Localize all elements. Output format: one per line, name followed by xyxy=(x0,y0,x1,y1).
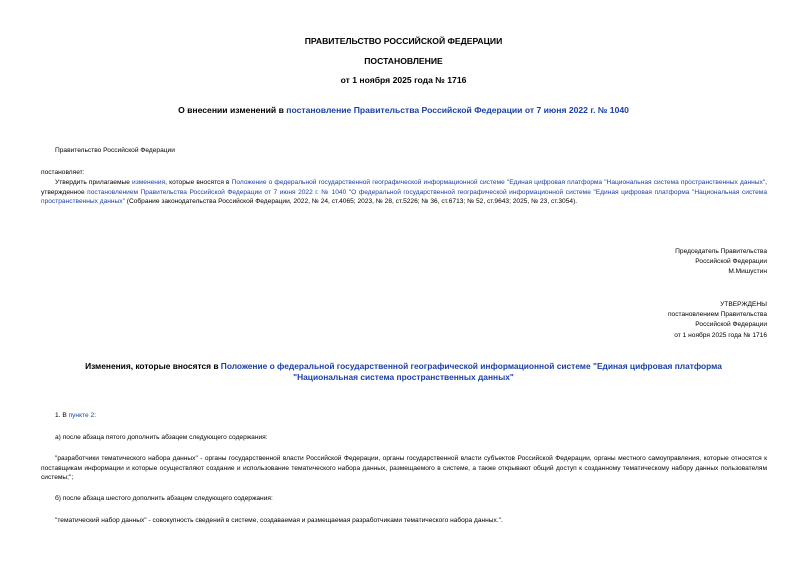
resolution-1040-link[interactable]: постановлением Правительства Российской Федерации от 7 июня 2022 г. № 1040 "О федеральной государственной географической информационной системе "Единая цифровая платформа "Национальная система пространственных данных" xyxy=(41,188,767,206)
preamble-author: Правительство Российской Федерации xyxy=(55,147,175,154)
quote-b: "тематический набор данных" - совокупность сведений в системе, создаваемая и размещаемая разработчиками тематического набора данных.". xyxy=(55,517,503,524)
approved-label: УТВЕРЖДЕНЫ xyxy=(720,301,767,308)
body-text-3: , утвержденное xyxy=(41,179,767,196)
sub-item-b: б) после абзаца шестого дополнить абзацем следующего содержания: xyxy=(55,495,273,502)
document-title xyxy=(0,105,807,115)
sub-item-a: а) после абзаца пятого дополнить абзацем следующего содержания: xyxy=(55,434,268,441)
preamble-decides: постановляет: xyxy=(41,169,85,176)
document-date-number: от 1 ноября 2025 года № 1716 xyxy=(340,75,467,85)
document-title-prefix: О внесении изменений в xyxy=(178,105,287,115)
amended-resolution-link[interactable]: постановление Правительства Российской Федерации от 7 июня 2022 г. № 1040 xyxy=(286,105,629,115)
changes-title-prefix: Изменения, которые вносятся в xyxy=(85,361,221,371)
signature-name: М.Мишустин xyxy=(728,268,767,276)
signature-position: Председатель Правительства xyxy=(675,248,767,255)
approved-by: постановлением Правительства xyxy=(667,311,767,319)
body-text-2: , которые вносятся в xyxy=(165,179,232,186)
item-1-suffix: : xyxy=(94,412,96,419)
approved-country: Российской Федерации xyxy=(695,321,767,329)
changes-link[interactable]: изменения xyxy=(132,179,166,186)
body-paragraph xyxy=(41,178,767,207)
signature-country: Российской Федерации xyxy=(695,258,767,266)
document-type: ПОСТАНОВЛЕНИЕ xyxy=(364,56,443,66)
item-1-prefix: 1. В xyxy=(55,412,69,419)
changes-title xyxy=(60,361,747,383)
approved-date-number: от 1 ноября 2025 года № 1716 xyxy=(674,331,767,339)
signature-block xyxy=(527,247,767,278)
item-1 xyxy=(55,411,96,421)
regulation-link[interactable]: Положение о федеральной государственной географической информационной системе "Единая цифровая платформа "Национальная система пространственных данных" xyxy=(231,179,766,186)
point-2-link[interactable]: пункте 2 xyxy=(68,412,95,419)
government-header: ПРАВИТЕЛЬСТВО РОССИЙСКОЙ ФЕДЕРАЦИИ xyxy=(304,36,503,46)
body-text-1: Утвердить прилагаемые xyxy=(55,179,133,186)
approved-block xyxy=(527,300,767,341)
body-text-4: (Собрание законодательства Российской Федерации, 2022, № 24, ст.4065; 2023, № 28, ст.5226; № 36, ст.6713; № 52, ст.9643; 2025, № 23, ст.3054). xyxy=(124,198,578,206)
changes-regulation-link[interactable]: Положение о федеральной государственной географической информационной системе "Единая цифровая платформа "Национальная система пространственных данных" xyxy=(220,361,722,382)
quote-a: "разработчики тематического набора данных" - органы государственной власти Российской Федерации, органы государственной власти субъектов Российской Федерации, органы местного самоуправления, которые относятся к поставщикам информации и которые осуществляют создание и использование тематического набора данных, размещаемого в системе, а также открывают общий доступ к созданному тематическому набору данных пользователям системы;"; xyxy=(41,455,767,482)
